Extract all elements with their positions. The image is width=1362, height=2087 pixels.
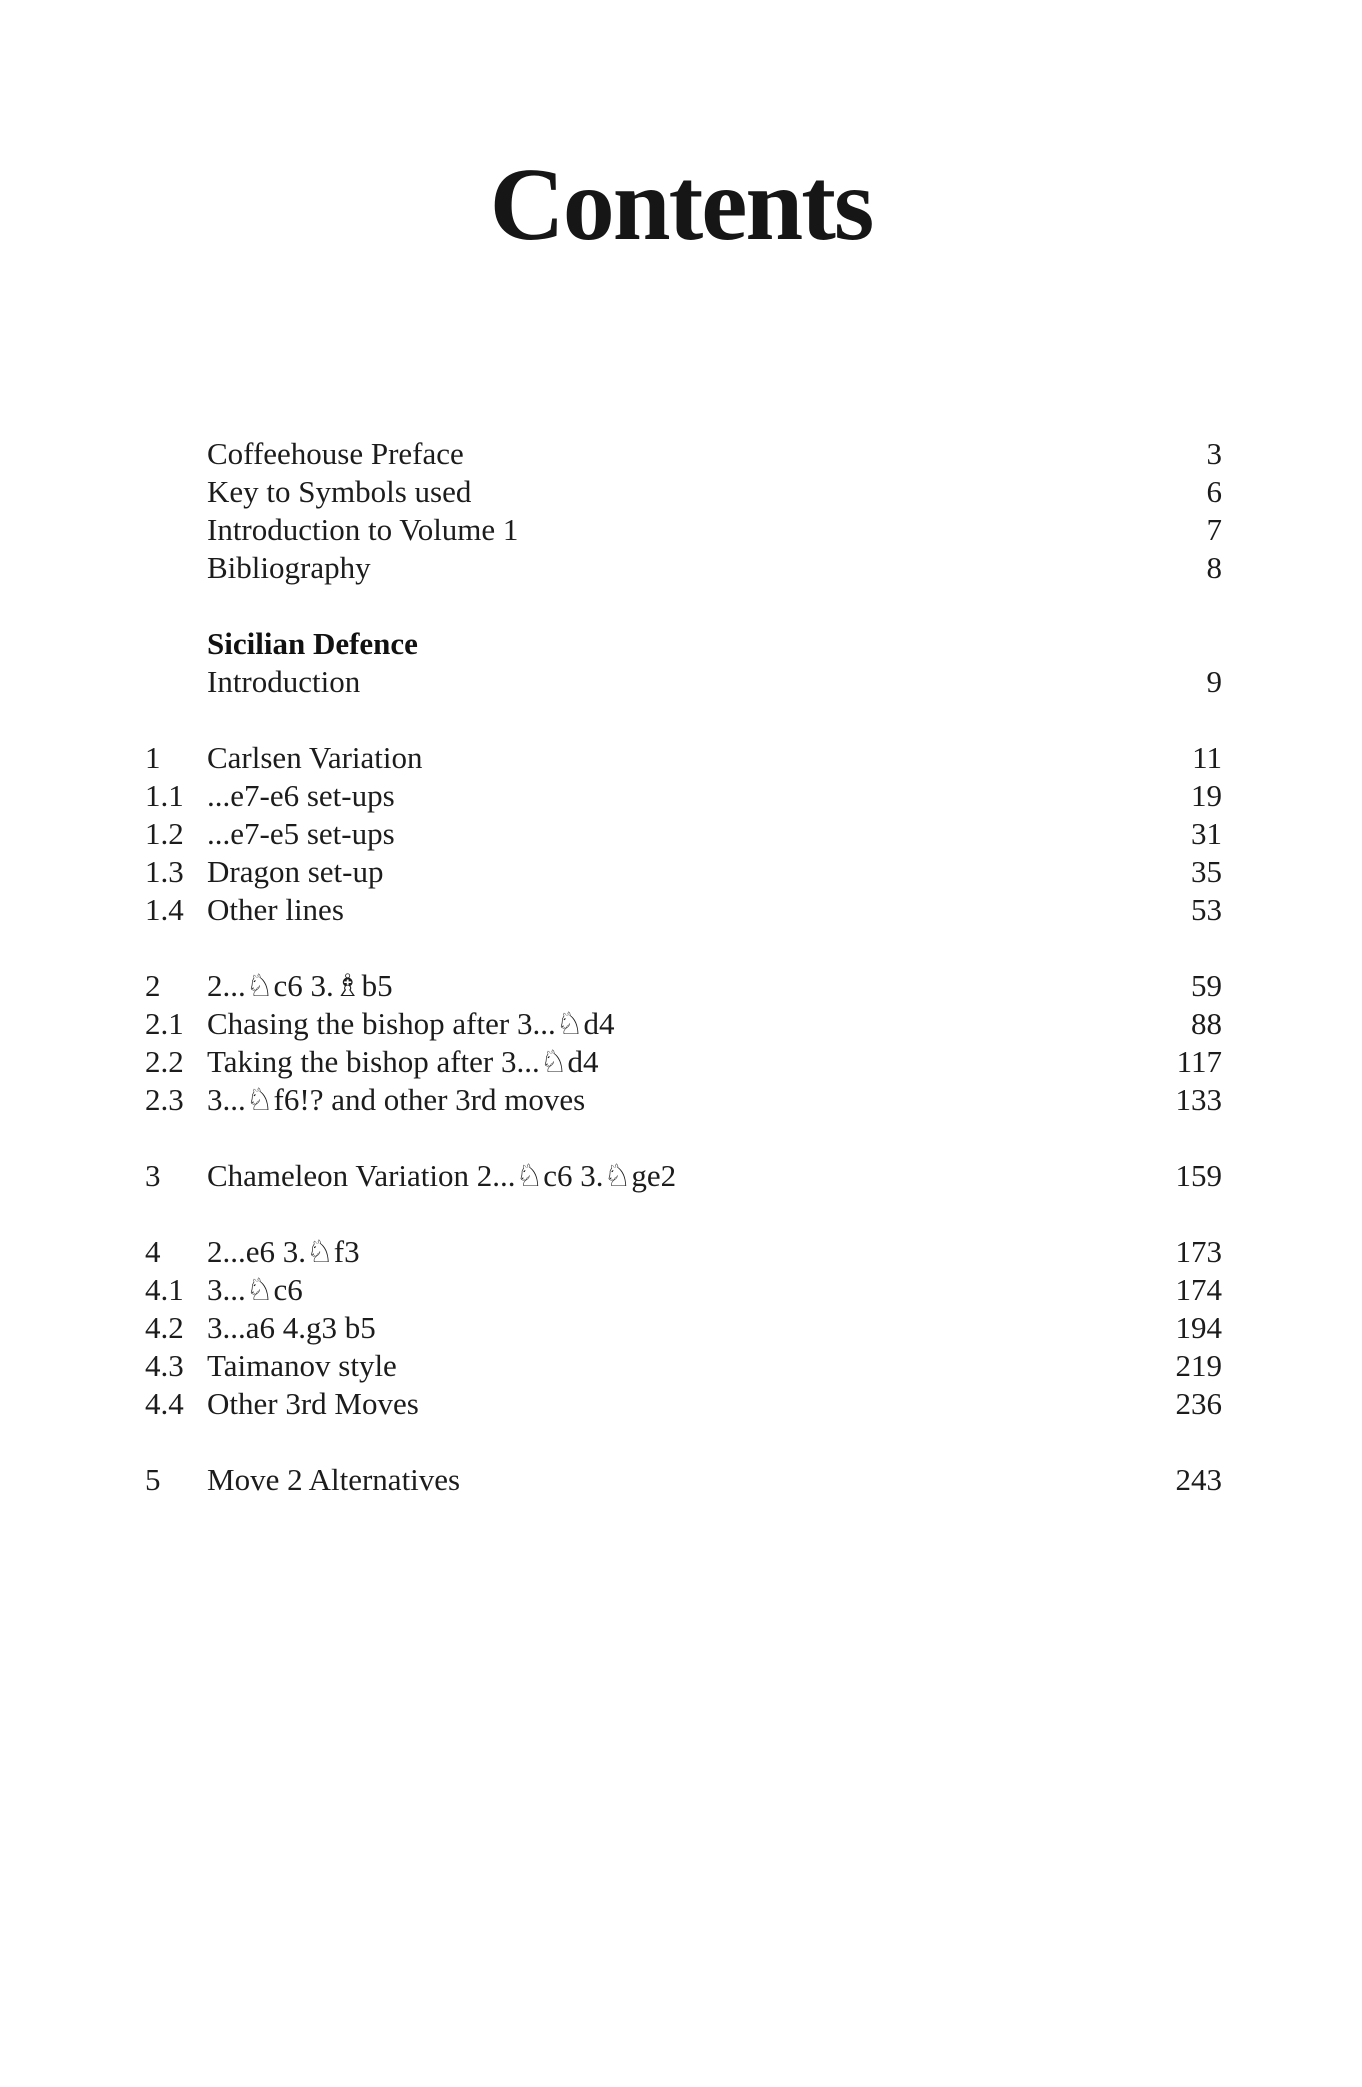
- toc-row: [145, 1043, 1222, 1081]
- toc-row: [145, 663, 1222, 701]
- toc-row-number: 4.1: [145, 1272, 184, 1307]
- toc-row: [145, 1157, 1222, 1195]
- toc-row: [145, 1309, 1222, 1347]
- toc-row-title: Chasing the bishop after 3...♘d4: [207, 1006, 615, 1041]
- toc-row-number: 2.3: [145, 1082, 184, 1117]
- toc-section-front-matter: [145, 435, 1222, 587]
- toc-row-page: 11: [1192, 740, 1222, 775]
- toc-row-page: 7: [1206, 512, 1222, 547]
- toc-section-chapter-3: [145, 1157, 1222, 1195]
- toc-row-page: 117: [1176, 1044, 1222, 1079]
- toc-section-chapter-2: [145, 967, 1222, 1119]
- toc-row-number: 3: [145, 1158, 161, 1193]
- toc-section-chapter-4: [145, 1233, 1222, 1423]
- toc-row: [145, 1461, 1222, 1499]
- toc-row: [145, 511, 1222, 549]
- toc-row: [145, 777, 1222, 815]
- toc-row-page: 8: [1206, 550, 1222, 585]
- toc-row-number: 2: [145, 968, 161, 1003]
- page-title: Contents: [489, 147, 873, 262]
- toc-row: [145, 549, 1222, 587]
- toc-row-page: 53: [1191, 892, 1222, 927]
- toc-row-page: 31: [1191, 816, 1222, 851]
- toc-row-title: 3...♘c6: [207, 1272, 303, 1307]
- toc-row: [145, 1081, 1222, 1119]
- toc-row-title: Key to Symbols used: [207, 474, 472, 509]
- toc-row-title: Taking the bishop after 3...♘d4: [207, 1044, 599, 1079]
- toc-row-title: Introduction: [207, 664, 361, 699]
- toc-row-title: 3...a6 4.g3 b5: [207, 1310, 376, 1345]
- toc-row-title: Coffeehouse Preface: [207, 436, 464, 471]
- toc-row-page: 88: [1191, 1006, 1222, 1041]
- toc-row-page: 159: [1175, 1158, 1222, 1193]
- toc-row-page: 219: [1175, 1348, 1222, 1383]
- toc-row: [145, 473, 1222, 511]
- toc-row-number: 1: [145, 740, 161, 775]
- toc-row: [145, 1233, 1222, 1271]
- toc-row-page: 133: [1175, 1082, 1222, 1117]
- toc-row: [145, 435, 1222, 473]
- toc-row-page: 59: [1191, 968, 1222, 1003]
- toc-section-chapter-1: [145, 739, 1222, 929]
- toc-row: [145, 1271, 1222, 1309]
- toc-row: [145, 1005, 1222, 1043]
- toc-row: [145, 815, 1222, 853]
- toc-row: [145, 625, 1222, 663]
- toc-row-number: 1.1: [145, 778, 184, 813]
- toc-section-heading: Sicilian Defence: [207, 626, 418, 661]
- toc-row-number: 4.2: [145, 1310, 184, 1345]
- toc-row-title: Move 2 Alternatives: [207, 1462, 461, 1497]
- toc-row-page: 35: [1191, 854, 1222, 889]
- toc-row-number: 1.4: [145, 892, 184, 927]
- toc-row: [145, 891, 1222, 929]
- toc-row-number: 2.1: [145, 1006, 184, 1041]
- toc-row-page: 236: [1175, 1386, 1222, 1421]
- toc-row-title: 3...♘f6!? and other 3rd moves: [207, 1082, 586, 1117]
- toc-row-title: 2...♘c6 3.♗b5: [207, 968, 393, 1003]
- toc-row-page: 6: [1206, 474, 1222, 509]
- toc-row: [145, 853, 1222, 891]
- toc-row-page: 3: [1206, 436, 1222, 471]
- toc-row-title: Introduction to Volume 1: [207, 512, 519, 547]
- toc-row-title: Carlsen Variation: [207, 740, 423, 775]
- toc-row-page: 243: [1175, 1462, 1222, 1497]
- toc-row-title: 2...e6 3.♘f3: [207, 1234, 360, 1269]
- toc-row-title: ...e7-e6 set-ups: [207, 778, 395, 813]
- toc-row-page: 174: [1175, 1272, 1222, 1307]
- toc-row-page: 19: [1191, 778, 1222, 813]
- toc-row-number: 5: [145, 1462, 161, 1497]
- toc-row-number: 4: [145, 1234, 161, 1269]
- toc-row-number: 2.2: [145, 1044, 184, 1079]
- toc-row-page: 173: [1175, 1234, 1222, 1269]
- toc-row-number: 4.3: [145, 1348, 184, 1383]
- toc-row-number: 1.3: [145, 854, 184, 889]
- toc-row-page: 9: [1206, 664, 1222, 699]
- toc-row-page: 194: [1175, 1310, 1222, 1345]
- toc-row-title: Other lines: [207, 892, 344, 927]
- toc-row-title: Taimanov style: [207, 1348, 397, 1383]
- toc-row-title: ...e7-e5 set-ups: [207, 816, 395, 851]
- toc-row: [145, 1385, 1222, 1423]
- toc-section-chapter-5: [145, 1461, 1222, 1499]
- book-page: [0, 147, 1362, 2087]
- toc-section-sicilian-defence: [145, 625, 1222, 701]
- toc-row-title: Chameleon Variation 2...♘c6 3.♘ge2: [207, 1158, 677, 1193]
- toc-row: [145, 739, 1222, 777]
- table-of-contents: [145, 435, 1222, 1499]
- toc-row-title: Dragon set-up: [207, 854, 384, 889]
- toc-row: [145, 967, 1222, 1005]
- toc-row-title: Bibliography: [207, 550, 371, 585]
- toc-row: [145, 1347, 1222, 1385]
- toc-row-title: Other 3rd Moves: [207, 1386, 419, 1421]
- toc-row-number: 1.2: [145, 816, 184, 851]
- toc-row-number: 4.4: [145, 1386, 184, 1421]
